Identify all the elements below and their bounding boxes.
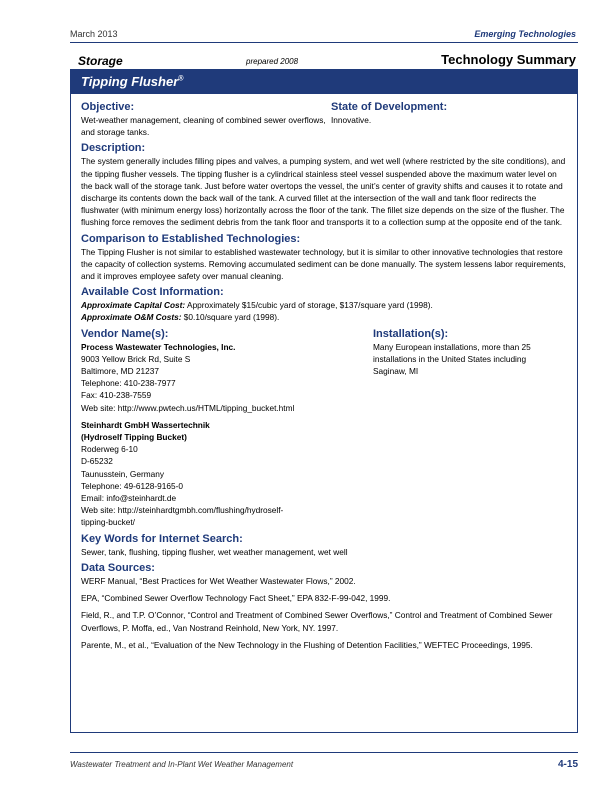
vendor2-address2: D-65232 — [81, 456, 113, 467]
vendor1-address2: Baltimore, MD 21237 — [81, 366, 159, 377]
installation-text: Many European installations, more than 25 installations in the United States including Saginaw, MI — [373, 341, 531, 377]
vendor2-web: Web site: http://steinhardtgmbh.com/flushing/hydroself- — [81, 505, 284, 516]
technology-title — [81, 74, 183, 89]
vendor2-phone: Telephone: 49-6128-9165-0 — [81, 480, 183, 491]
state-section — [331, 100, 567, 138]
description-heading: Description: — [81, 142, 146, 155]
vendor2-name: Steinhardt GmbH Wassertechnik — [81, 419, 210, 430]
keywords-heading: Key Words for Internet Search: — [81, 532, 243, 545]
summary-frame — [70, 69, 578, 733]
capital-cost-label: Approximate Capital Cost: — [81, 300, 186, 311]
sources-heading: Data Sources: — [81, 561, 155, 574]
header-section: Emerging Technologies — [474, 29, 576, 39]
comparison-heading: Comparison to Established Technologies: — [81, 232, 301, 245]
page-number: 4-15 — [557, 759, 578, 770]
vendor1-web: Web site: http://www.pwtech.us/HTML/tipping_bucket.html — [81, 402, 295, 413]
running-header — [70, 26, 578, 43]
registered-mark: ® — [178, 75, 184, 83]
vendor2-subname: (Hydroself Tipping Bucket) — [81, 432, 187, 443]
om-cost — [81, 311, 567, 323]
objective-section — [81, 100, 331, 138]
technology-summary-label: Technology Summary — [441, 52, 576, 67]
vendor-installation-row — [81, 327, 567, 529]
comparison-text: The Tipping Flusher is not similar to established wastewater technology, but it is similar to other innovative technologies that restore the capacity of collection systems. Removing accumulated sediment can be done manually. The system lessens labor requirements, and it improves employee safety over manual cleaning. — [81, 246, 566, 282]
vendor1-name: Process Wastewater Technologies, Inc. — [81, 341, 236, 352]
title-bar — [71, 70, 577, 94]
title-text: Tipping Flusher — [81, 74, 179, 89]
om-cost-label: Approximate O&M Costs: — [81, 312, 182, 323]
prepared-date: prepared 2008 — [246, 57, 299, 66]
objective-text: Wet-weather management, cleaning of combined sewer overflows, and storage tanks. — [81, 115, 326, 138]
objective-heading: Objective: — [81, 101, 135, 113]
header-date: March 2013 — [70, 29, 118, 39]
vendor2-address1: Roderweg 6-10 — [81, 444, 138, 455]
vendor2-web-cont: tipping-bucket/ — [81, 517, 135, 528]
source-item: EPA, “Combined Sewer Overflow Technology Fact Sheet,” EPA 832-F-99-042, 1999. — [81, 593, 391, 604]
category-label: Storage — [78, 54, 123, 68]
cost-heading: Available Cost Information: — [81, 286, 224, 299]
source-item: Parente, M., et al., “Evaluation of the New Technology in the Flushing of Detention Facilities,” WEFTEC Proceedings, 1995. — [81, 639, 533, 650]
installation-section — [363, 327, 567, 529]
vendor1-address1: 9003 Yellow Brick Rd, Suite S — [81, 353, 191, 364]
footer-rule — [70, 752, 578, 753]
keywords-text: Sewer, tank, flushing, tipping flusher, wet weather management, wet well — [81, 546, 348, 557]
content — [81, 100, 567, 651]
vendor2-address3: Taunusstein, Germany — [81, 468, 165, 479]
description-text: The system generally includes filling pipes and valves, a pumping system, and wet well (where restricted by the site conditions), and the tipping flusher vessels. The tipping flusher is a cylindrical stainless steel vessel suspended above the maximum water level on the back wall of the storage tank. Just before water overtops the vessel, the unit’s center of gravity shifts and causes it to rotate and discharge its contents down the back wall of the tank. A curved fillet at the intersection of the wall and tank floor redirects the flushwater (with minimum energy loss) horizontally across the floor of the tank. The fillet size depends on the size of the flusher. The flushing force removes the sediment debris from the tank floor and transports it to a collection sump at the opposite end of the tank. — [81, 156, 566, 228]
state-text: Innovative. — [331, 115, 372, 125]
objective-state-row — [81, 100, 567, 138]
footer-title: Wastewater Treatment and In-Plant Wet Weather Management — [70, 760, 294, 769]
source-item: Field, R., and T.P. O’Connor, “Control and Treatment of Combined Sewer Overflows,” Control and Treatment of Combined Sewer Overflows, P. Moffa, ed., Van Nostrand Reinhold, New York, NY. 1997. — [81, 610, 553, 633]
om-cost-value: $0.10/square yard (1998). — [181, 312, 280, 323]
installation-heading: Installation(s): — [373, 327, 449, 340]
vendor-heading: Vendor Name(s): — [81, 327, 169, 340]
vendor1-phone: Telephone: 410-238-7977 — [81, 378, 176, 389]
capital-cost-value: Approximately $15/cubic yard of storage, $137/square yard (1998). — [185, 300, 433, 311]
vendor1-fax: Fax: 410-238-7559 — [81, 390, 152, 401]
capital-cost — [81, 299, 567, 311]
summary-header — [70, 52, 578, 70]
source-item: WERF Manual, “Best Practices for Wet Weather Wastewater Flows,” 2002. — [81, 575, 356, 586]
vendor2-email: Email: info@steinhardt.de — [81, 493, 177, 504]
vendor-section — [81, 327, 363, 529]
state-heading: State of Development: — [331, 101, 448, 113]
